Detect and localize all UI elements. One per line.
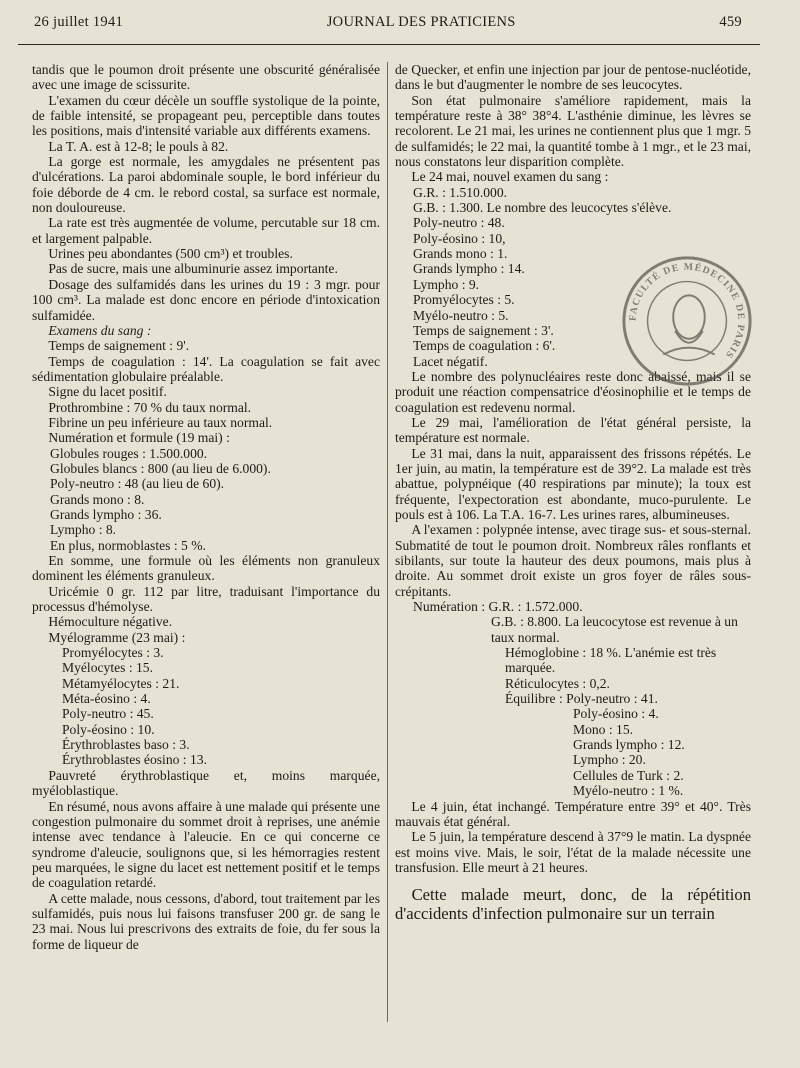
list-item: En plus, normoblastes : 5 %.	[50, 537, 206, 553]
list-item: Grands lympho : 12.	[573, 737, 685, 753]
library-seal-icon	[618, 252, 756, 390]
list-item: Mono : 15.	[573, 721, 634, 737]
paragraph: Le 29 mai, l'amélioration de l'état général persiste, la température est normale.	[395, 414, 751, 446]
section-heading: Examens du sang :	[48, 322, 152, 338]
header-journal-title: JOURNAL DES PRATICIENS	[326, 14, 516, 30]
list-item: Myélogramme (23 mai) :	[48, 629, 186, 645]
list-item: Érythroblastes éosino : 13.	[62, 752, 207, 768]
paragraph: Le 31 mai, dans la nuit, apparaissent des frissons répétés. Le 1er juin, au matin, la température est de 39°2. La malade est très abattue, polypnéique (40 respirations par minute); la toux est fréquente, l'expectoration est abondante, muco-purulente. Le pouls est à 106. La T.A. 16-7. Les urines rares, albumineuses.	[395, 445, 751, 522]
list-item: Lympho : 8.	[50, 522, 117, 538]
paragraph: A l'examen : polypnée intense, avec tirage sus- et sous-sternal. Submatité de tout le poumon droit. Nombreux râles ronflants et sibilants, sur toute la hauteur des deux poumons, mais plus à droite. Au sommet droit existe un gros foyer de râles sous-crépitants.	[395, 522, 751, 599]
list-item: Fibrine un peu inférieure au taux normal.	[48, 414, 273, 430]
paragraph: Urines peu abondantes (500 cm³) et troubles.	[48, 246, 293, 262]
list-item: Poly-éosino : 10,	[413, 230, 506, 246]
list-item: G.B. : 8.800. La leucocytose est revenue à un taux normal.	[491, 614, 738, 645]
list-item: Grands lympho : 36.	[50, 506, 162, 522]
left-column	[32, 62, 380, 952]
paragraph: La T. A. est à 12-8; le pouls à 82.	[48, 138, 229, 154]
paragraph: Le 4 juin, état inchangé. Température entre 39° et 40°. Très mauvais état général.	[395, 798, 751, 829]
page-header	[34, 14, 742, 31]
list-item: Érythroblastes baso : 3.	[62, 737, 190, 753]
list-item: Myélocytes : 15.	[62, 660, 153, 676]
right-column	[395, 62, 751, 923]
list-item: Lympho : 20.	[573, 752, 646, 768]
paragraph: Le 5 juin, la température descend à 37°9 le matin. La dyspnée est moins vive. Mais, le soir, l'état de la malade nécessite une transfusion. Elle meurt à 21 heures.	[395, 829, 751, 875]
paragraph: La gorge est normale, les amygdales ne présentent pas d'ulcérations. La paroi abdominale souple, le bord inférieur du foie déborde de 4 cm. le rebord costal, sa surface est normale, non douloureuse.	[32, 154, 380, 216]
list-item: Grands mono : 1.	[413, 246, 508, 262]
paragraph: tandis que le poumon droit présente une obscurité généralisée avec une image de scissurite.	[32, 62, 380, 93]
section-heading: Le 24 mai, nouvel examen du sang :	[411, 169, 609, 185]
paragraph: Pas de sucre, mais une albuminurie assez importante.	[48, 261, 338, 277]
list-item: G.R. : 1.510.000.	[413, 184, 508, 200]
paragraph: En résumé, nous avons affaire à une malade qui présente une congestion pulmonaire du sommet droit à reprises, une anémie intense avec tendance à l'aleucie. En ce qui concerne ce syndrome d'aleucie, soulignons que, si les hémorragies restent peu marquées, le signe du lacet est nettement positif et le temps de coagulation retardé.	[32, 798, 380, 891]
list-item: Globules blancs : 800 (au lieu de 6.000).	[50, 460, 271, 476]
list-item: Lacet négatif.	[413, 353, 488, 369]
paragraph: En somme, une formule où les éléments non granuleux dominent les éléments granuleux.	[32, 553, 380, 584]
list-item: Hémoculture négative.	[48, 614, 173, 630]
list-item: Méta-éosino : 4.	[62, 691, 151, 707]
paragraph: Pauvreté érythroblastique et, moins marquée, myéloblastique.	[32, 767, 380, 799]
list-item: Lympho : 9.	[413, 276, 480, 292]
paragraph: Dosage des sulfamidés dans les urines du 19 : 3 mgr. pour 100 cm³. La malade est donc encore en période d'intoxication sulfamidée.	[32, 276, 380, 323]
list-item: Numération et formule (19 mai) :	[48, 430, 230, 446]
closing-paragraph: Cette malade meurt, donc, de la répétition d'accidents d'infection pulmonaire sur un terrain	[395, 885, 751, 924]
list-item: Poly-neutro : 45.	[62, 706, 154, 722]
list-item: Métamyélocytes : 21.	[62, 675, 180, 691]
paragraph: de Quecker, et enfin une injection par jour de pentose-nucléotide, dans le but d'augmenter le nombre de ses leucocytes.	[395, 62, 751, 93]
paragraph: Temps de coagulation : 14'. La coagulation se fait avec sédimentation globulaire préalable.	[32, 353, 380, 384]
paragraph: Uricémie 0 gr. 112 par litre, traduisant l'importance du processus d'hémolyse.	[32, 583, 380, 615]
list-item: Promyélocytes : 5.	[413, 292, 515, 308]
list-item: Hémoglobine : 18 %. L'anémie est très marquée.	[505, 645, 717, 676]
paragraph: La rate est très augmentée de volume, percutable sur 18 cm. et largement palpable.	[32, 215, 380, 246]
paragraph: A cette malade, nous cessons, d'abord, tout traitement par les sulfamidés, puis nous lui faisons transfuser 200 gr. de sang le 23 mai. Nous lui prescrivons des extraits de foie, du fer sous la forme de liqueur de	[32, 890, 380, 952]
list-item: Poly-éosino : 10.	[62, 721, 155, 737]
list-item: Prothrombine : 70 % du taux normal.	[48, 399, 252, 415]
list-item: Signe du lacet positif.	[48, 384, 167, 400]
list-item: Poly-éosino : 4.	[573, 706, 659, 722]
list-item: Grands lympho : 14.	[413, 261, 525, 277]
list-item: Myélo-neutro : 1 %.	[573, 783, 684, 799]
header-page-number: 459	[719, 14, 742, 30]
list-item: Équilibre : Poly-neutro : 41.	[505, 691, 658, 707]
list-item: Grands mono : 8.	[50, 491, 145, 507]
list-item: Cellules de Turk : 2.	[573, 767, 684, 783]
list-item: Myélo-neutro : 5.	[413, 307, 509, 323]
list-item: Numération : G.R. : 1.572.000.	[413, 599, 583, 615]
paragraph: Son état pulmonaire s'améliore rapidement, mais la température reste à 38° 38°4. L'asthénie diminue, les lèvres se recolorent. Le 21 mai, les urines ne contiennent plus que 1 mgr. 5 de sulfamidés; le 22 mai, la quantité tombe à 1 mgr., et le 23 mai, nous constatons leur disparition complète.	[395, 92, 751, 170]
column-divider	[387, 62, 388, 1022]
list-item: Temps de saignement : 3'.	[413, 322, 554, 338]
list-item: Poly-neutro : 48 (au lieu de 60).	[50, 476, 225, 492]
paragraph: L'examen du cœur décèle un souffle systolique de la pointe, de faible intensité, se propageant peu, perceptible dans toutes les positions, mais d'intensité variable aux différents examens.	[32, 92, 380, 139]
header-date: 26 juillet 1941	[34, 14, 124, 30]
list-item: Réticulocytes : 0,2.	[505, 675, 610, 691]
header-rule	[18, 44, 760, 45]
list-item: G.B. : 1.300. Le nombre des leucocytes s'élève.	[413, 200, 672, 216]
list-item: Promyélocytes : 3.	[62, 645, 164, 661]
list-item: Temps de coagulation : 6'.	[413, 338, 556, 354]
list-item: Globules rouges : 1.500.000.	[50, 445, 208, 461]
paragraph: Le nombre des polynucléaires reste donc abaissé, mais il se produit une réaction compensatrice d'éosinophilie et le temps de coagulation est redevenu normal.	[395, 368, 751, 415]
list-item: Poly-neutro : 48.	[413, 215, 505, 231]
svg-text:FACULTÉ DE MÉDECINE DE PARIS: FACULTÉ DE MÉDECINE DE PARIS	[627, 261, 747, 361]
list-item: Temps de saignement : 9'.	[48, 338, 190, 354]
